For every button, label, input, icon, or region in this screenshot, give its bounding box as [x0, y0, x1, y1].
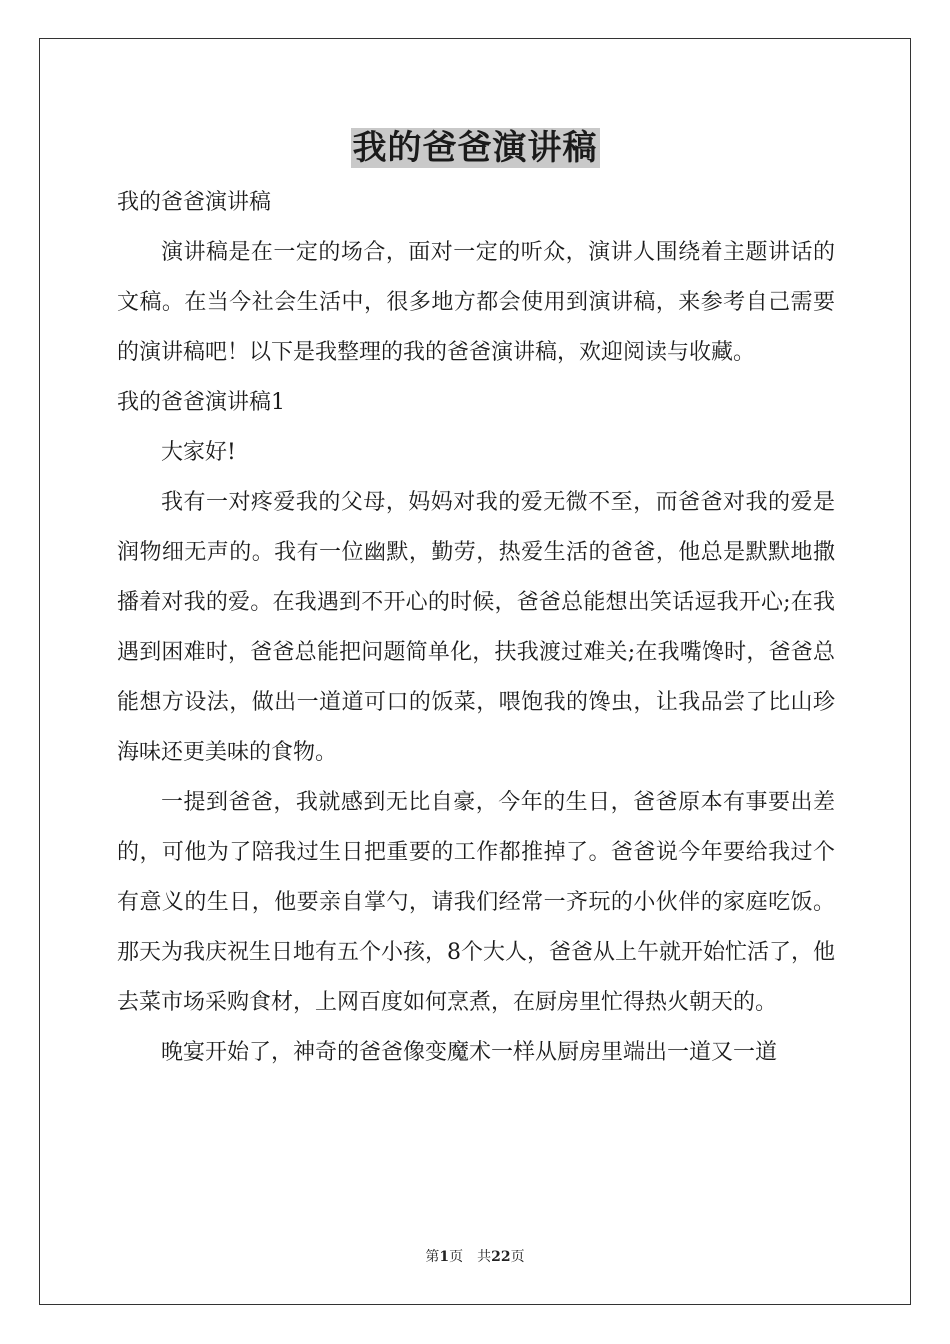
footer-prefix: 第 [425, 1249, 440, 1265]
intro-paragraph: 演讲稿是在一定的场合，面对一定的听众，演讲人围绕着主题讲话的文稿。在当今社会生活中，很多地方都会使用到演讲稿，来参考自己需要的演讲稿吧！以下是我整理的我的爸爸演讲稿，欢迎阅读与收藏。 [117, 240, 835, 365]
page-footer [0, 1246, 950, 1266]
footer-page-number: 1 [439, 1249, 450, 1265]
body-paragraph-2: 一提到爸爸，我就感到无比自豪，今年的生日，爸爸原本有事要出差的，可他为了陪我过生日把重要的工作都推掉了。爸爸说今年要给我过个有意义的生日，他要亲自掌勺，请我们经常一齐玩的小伙伴的家庭吃饭。那天为我庆祝生日地有五个小孩，8个大人，爸爸从上午就开始忙活了，他去菜市场采购食材，上网百度如何烹煮，在厨房里忙得热火朝天的。 [117, 790, 835, 1015]
body-paragraph-3: 晚宴开始了，神奇的爸爸像变魔术一样从厨房里端出一道又一道 [161, 1040, 778, 1065]
footer-total-pages: 22 [491, 1249, 511, 1265]
footer-suffix: 页 [510, 1249, 525, 1265]
document-body [117, 178, 835, 1078]
footer-middle: 页 共 [449, 1249, 492, 1265]
title-container [0, 128, 950, 168]
body-paragraph-1: 我有一对疼爱我的父母，妈妈对我的爱无微不至，而爸爸对我的爱是润物细无声的。我有一位幽默，勤劳，热爱生活的爸爸，他总是默默地撒播着对我的爱。在我遇到不开心的时候，爸爸总能想出笑话逗我开心;在我遇到困难时，爸爸总能把问题简单化，扶我渡过难关;在我嘴馋时，爸爸总能想方设法，做出一道道可口的饭菜，喂饱我的馋虫，让我品尝了比山珍海味还更美味的食物。 [117, 490, 835, 765]
subheading-main: 我的爸爸演讲稿 [117, 190, 272, 215]
section-heading-1: 我的爸爸演讲稿1 [117, 390, 285, 415]
greeting-paragraph: 大家好! [161, 440, 236, 465]
document-title: 我的爸爸演讲稿 [352, 128, 598, 168]
